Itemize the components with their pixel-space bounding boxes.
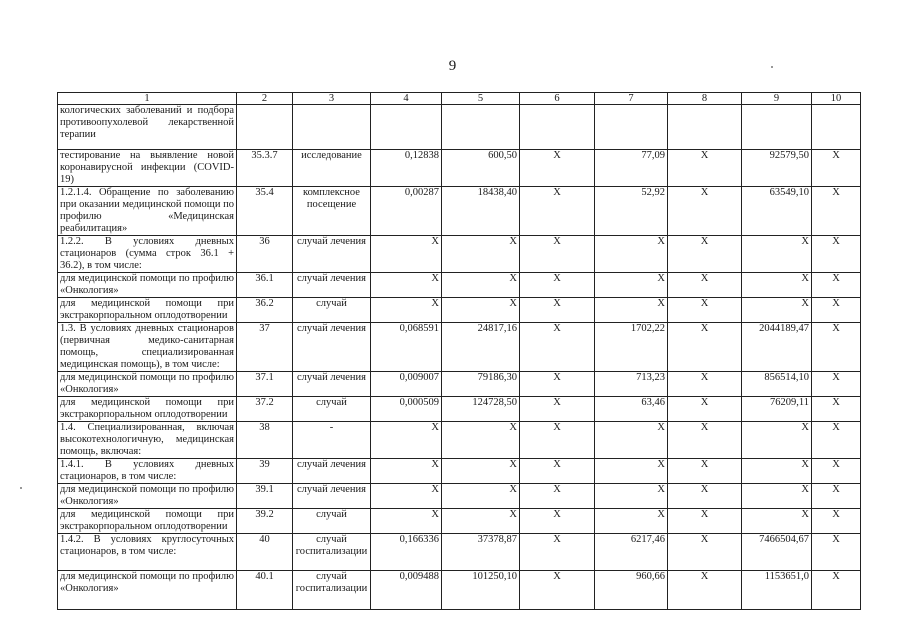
table-cell: X	[812, 323, 861, 372]
table-cell: 36.1	[237, 273, 293, 298]
table-cell: 101250,10	[442, 571, 520, 610]
table-cell: 0,009007	[371, 372, 442, 397]
table-cell: X	[520, 571, 595, 610]
table-cell: 92579,50	[742, 150, 812, 187]
row-label: тестирование на выявление новой коронавирусной инфекции (COVID-19)	[58, 150, 237, 187]
table-cell: X	[812, 571, 861, 610]
table-cell: случай лечения	[293, 459, 371, 484]
table-cell: X	[668, 484, 742, 509]
row-label: для медицинской помощи по профилю «Онкология»	[58, 372, 237, 397]
table-cell: X	[668, 150, 742, 187]
table-cell: 36.2	[237, 298, 293, 323]
table-cell	[742, 105, 812, 150]
table-cell: 0,12838	[371, 150, 442, 187]
table-row	[58, 236, 861, 273]
table-cell: 63,46	[595, 397, 668, 422]
table-cell: X	[520, 509, 595, 534]
table-cell	[668, 105, 742, 150]
table-cell: X	[442, 422, 520, 459]
table-cell: X	[520, 187, 595, 236]
table-cell: случай лечения	[293, 372, 371, 397]
table-cell: 0,000509	[371, 397, 442, 422]
table-cell: X	[595, 422, 668, 459]
page-number: 9	[448, 58, 457, 74]
column-header: 10	[812, 93, 861, 105]
table-cell: X	[371, 422, 442, 459]
table-cell: 76209,11	[742, 397, 812, 422]
table-cell: 36	[237, 236, 293, 273]
table-cell	[812, 105, 861, 150]
table-cell: X	[520, 397, 595, 422]
table-cell: 39	[237, 459, 293, 484]
table-cell: 39.2	[237, 509, 293, 534]
table-cell: 7466504,67	[742, 534, 812, 571]
column-header: 3	[293, 93, 371, 105]
table-cell: 37.2	[237, 397, 293, 422]
row-label: 1.2.1.4. Обращение по заболеванию при оказании медицинской помощи по профилю «Медицинская реабилитация»	[58, 187, 237, 236]
table-cell: X	[812, 422, 861, 459]
table-cell: 37378,87	[442, 534, 520, 571]
table-cell: X	[812, 298, 861, 323]
table-cell: 0,068591	[371, 323, 442, 372]
table-cell: X	[371, 509, 442, 534]
table-cell: X	[812, 509, 861, 534]
row-label: 1.3. В условиях дневных стационаров (первичная медико-санитарная помощь, специализированная медицинская помощь), в том числе:	[58, 323, 237, 372]
column-header: 9	[742, 93, 812, 105]
table-cell: X	[595, 509, 668, 534]
table-cell: 1702,22	[595, 323, 668, 372]
row-label: для медицинской помощи при экстракорпоральном оплодотворении	[58, 298, 237, 323]
table-cell	[371, 105, 442, 150]
column-header: 6	[520, 93, 595, 105]
table-cell: X	[668, 236, 742, 273]
table-cell: 0,166336	[371, 534, 442, 571]
table-cell: X	[668, 459, 742, 484]
table-cell: X	[520, 534, 595, 571]
column-header: 2	[237, 93, 293, 105]
table-row	[58, 187, 861, 236]
table-cell: X	[595, 459, 668, 484]
table-cell: 1153651,0	[742, 571, 812, 610]
table-cell: X	[595, 484, 668, 509]
table-cell: X	[742, 273, 812, 298]
table-cell: X	[595, 273, 668, 298]
table-cell: X	[442, 509, 520, 534]
table-cell: X	[668, 571, 742, 610]
table-row	[58, 509, 861, 534]
table-cell: X	[742, 509, 812, 534]
table-cell: X	[668, 422, 742, 459]
table-cell: 77,09	[595, 150, 668, 187]
row-label: для медицинской помощи по профилю «Онкология»	[58, 484, 237, 509]
table-cell: X	[668, 534, 742, 571]
table-cell: исследование	[293, 150, 371, 187]
table-cell: 79186,30	[442, 372, 520, 397]
table-cell	[520, 105, 595, 150]
table-row	[58, 484, 861, 509]
table-cell	[293, 105, 371, 150]
table-cell: X	[812, 236, 861, 273]
column-header: 4	[371, 93, 442, 105]
row-label: для медицинской помощи по профилю «Онкология»	[58, 571, 237, 610]
table-cell: 63549,10	[742, 187, 812, 236]
table-cell: X	[520, 422, 595, 459]
table-cell: X	[520, 150, 595, 187]
table-row	[58, 571, 861, 610]
column-header: 1	[58, 93, 237, 105]
table-cell: X	[742, 459, 812, 484]
table-cell: X	[442, 236, 520, 273]
table-cell: X	[742, 298, 812, 323]
table-cell: случай	[293, 509, 371, 534]
table-row	[58, 397, 861, 422]
table-row	[58, 372, 861, 397]
table-cell: X	[520, 298, 595, 323]
table-cell: 856514,10	[742, 372, 812, 397]
table-cell: X	[668, 323, 742, 372]
table-cell: X	[812, 187, 861, 236]
table-cell: X	[371, 273, 442, 298]
scan-speck	[771, 66, 773, 68]
table-cell: X	[812, 459, 861, 484]
row-label: 1.4.2. В условиях круглосуточных стационаров, в том числе:	[58, 534, 237, 571]
table-cell: случай	[293, 298, 371, 323]
table-cell: X	[520, 459, 595, 484]
table-cell: -	[293, 422, 371, 459]
table-cell: случай лечения	[293, 484, 371, 509]
table-cell: 24817,16	[442, 323, 520, 372]
table-cell: комплексное посещение	[293, 187, 371, 236]
table-cell: 39.1	[237, 484, 293, 509]
table-cell: 600,50	[442, 150, 520, 187]
row-label: кологических заболеваний и подбора противоопухолевой лекарственной терапии	[58, 105, 237, 150]
table-cell: X	[520, 484, 595, 509]
table-cell: X	[812, 397, 861, 422]
table-cell: случай лечения	[293, 236, 371, 273]
tariff-table	[57, 92, 861, 610]
table-cell: X	[595, 236, 668, 273]
row-label: 1.2.2. В условиях дневных стационаров (сумма строк 36.1 + 36.2), в том числе:	[58, 236, 237, 273]
row-label: 1.4. Специализированная, включая высокотехнологичную, медицинская помощь, включая:	[58, 422, 237, 459]
table-cell: X	[371, 484, 442, 509]
row-label: для медицинской помощи при экстракорпоральном оплодотворении	[58, 509, 237, 534]
table-cell: X	[812, 150, 861, 187]
table-cell: 0,009488	[371, 571, 442, 610]
table-row	[58, 150, 861, 187]
table-cell: X	[812, 534, 861, 571]
table-cell: X	[520, 372, 595, 397]
table-cell: 38	[237, 422, 293, 459]
table-cell: X	[442, 484, 520, 509]
table-cell: X	[595, 298, 668, 323]
table-cell: случай лечения	[293, 273, 371, 298]
table-cell: X	[520, 323, 595, 372]
table-row	[58, 273, 861, 298]
table-cell: 40	[237, 534, 293, 571]
table-cell: 37	[237, 323, 293, 372]
table-cell: 40.1	[237, 571, 293, 610]
table-cell: X	[812, 273, 861, 298]
table-row	[58, 459, 861, 484]
table-cell: 37.1	[237, 372, 293, 397]
column-header: 8	[668, 93, 742, 105]
table-row	[58, 422, 861, 459]
table-cell: X	[812, 484, 861, 509]
table-cell: X	[668, 298, 742, 323]
table-cell: X	[371, 298, 442, 323]
table-cell: случай госпитализации	[293, 534, 371, 571]
table-cell: 2044189,47	[742, 323, 812, 372]
table-cell: 0,00287	[371, 187, 442, 236]
table-row	[58, 298, 861, 323]
table-cell: 124728,50	[442, 397, 520, 422]
column-header: 5	[442, 93, 520, 105]
table-cell	[237, 105, 293, 150]
table-cell: 18438,40	[442, 187, 520, 236]
table-cell: X	[742, 422, 812, 459]
table-cell: X	[442, 459, 520, 484]
column-header: 7	[595, 93, 668, 105]
table-cell: случай госпитализации	[293, 571, 371, 610]
table-row	[58, 323, 861, 372]
table-cell: X	[371, 236, 442, 273]
column-number-row	[58, 93, 861, 105]
table-cell: случай лечения	[293, 323, 371, 372]
table-cell: X	[442, 273, 520, 298]
table-cell: X	[812, 372, 861, 397]
table-cell: X	[520, 236, 595, 273]
table-cell: 35.4	[237, 187, 293, 236]
table-cell: X	[742, 236, 812, 273]
table-cell	[595, 105, 668, 150]
table-cell: 52,92	[595, 187, 668, 236]
table-cell: X	[442, 298, 520, 323]
row-label: 1.4.1. В условиях дневных стационаров, в том числе:	[58, 459, 237, 484]
table-cell: X	[742, 484, 812, 509]
table-cell: 6217,46	[595, 534, 668, 571]
table-cell: X	[668, 273, 742, 298]
table-row	[58, 534, 861, 571]
table-cell: случай	[293, 397, 371, 422]
table-cell: 35.3.7	[237, 150, 293, 187]
table-cell: 960,66	[595, 571, 668, 610]
table-cell: X	[668, 372, 742, 397]
table-cell: X	[668, 509, 742, 534]
scan-speck	[20, 487, 22, 489]
table-cell: X	[668, 187, 742, 236]
row-label: для медицинской помощи по профилю «Онкология»	[58, 273, 237, 298]
table-cell: X	[371, 459, 442, 484]
table-cell: 713,23	[595, 372, 668, 397]
table-row	[58, 105, 861, 150]
table-cell	[442, 105, 520, 150]
table-cell: X	[520, 273, 595, 298]
table-cell: X	[668, 397, 742, 422]
row-label: для медицинской помощи при экстракорпоральном оплодотворении	[58, 397, 237, 422]
